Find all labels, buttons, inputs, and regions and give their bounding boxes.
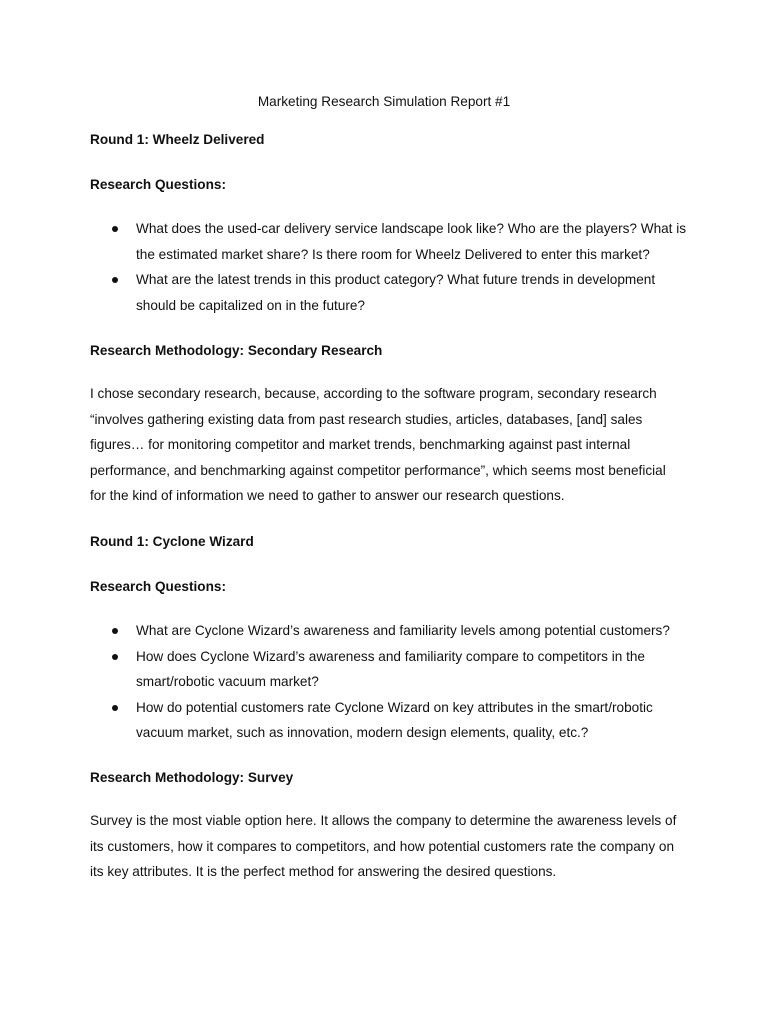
methodology-paragraph-2: Survey is the most viable option here. It allows the company to determine the awareness levels of its customers, how it compares to competitors, and how potential customers rate the company on its key attributes. It is the perfect method for answering the desired questions. <box>90 813 677 880</box>
bullet-icon <box>112 277 118 283</box>
research-questions-heading-2: Research Questions: <box>90 579 226 594</box>
document-title: Marketing Research Simulation Report #1 <box>257 94 511 109</box>
research-questions-heading-1: Research Questions: <box>90 177 226 192</box>
question-text: What does the used-car delivery service landscape look like? Who are the players? What is the estimated market share? Is there room for Wheelz Delivered to enter this market? <box>136 221 687 262</box>
bullet-icon <box>112 226 118 232</box>
list-item <box>90 695 690 746</box>
list-item <box>90 644 690 695</box>
question-text: What are Cyclone Wizard’s awareness and familiarity levels among potential customers? <box>136 623 670 638</box>
section-heading-cyclone: Round 1: Cyclone Wizard <box>90 534 254 549</box>
question-text: What are the latest trends in this product category? What future trends in development should be capitalized on in the future? <box>136 272 656 313</box>
section-heading-wheelz: Round 1: Wheelz Delivered <box>90 132 265 147</box>
methodology-paragraph-1: I chose secondary research, because, according to the software program, secondary research “involves gathering existing data from past research studies, articles, databases, [and] sales figures… for monitoring competitor and market trends, benchmarking against past internal performance, and benchmarking against competitor performance”, which seems most beneficial for the kind of information we need to gather to answer our research questions. <box>90 386 666 504</box>
list-item <box>90 216 690 267</box>
question-text: How does Cyclone Wizard’s awareness and familiarity compare to competitors in the smart/robotic vacuum market? <box>136 648 645 690</box>
research-questions-list-1 <box>90 216 690 318</box>
bullet-icon <box>112 705 118 711</box>
list-item <box>90 267 690 318</box>
methodology-heading-1: Research Methodology: Secondary Research <box>90 343 383 358</box>
bullet-icon <box>112 628 118 634</box>
research-questions-list-2 <box>90 618 690 746</box>
list-item <box>90 618 690 644</box>
question-text: How do potential customers rate Cyclone Wizard on key attributes in the smart/robotic vacuum market, such as innovation, modern design elements, quality, etc.? <box>136 699 653 741</box>
bullet-icon <box>112 654 118 660</box>
methodology-heading-2: Research Methodology: Survey <box>90 770 294 785</box>
